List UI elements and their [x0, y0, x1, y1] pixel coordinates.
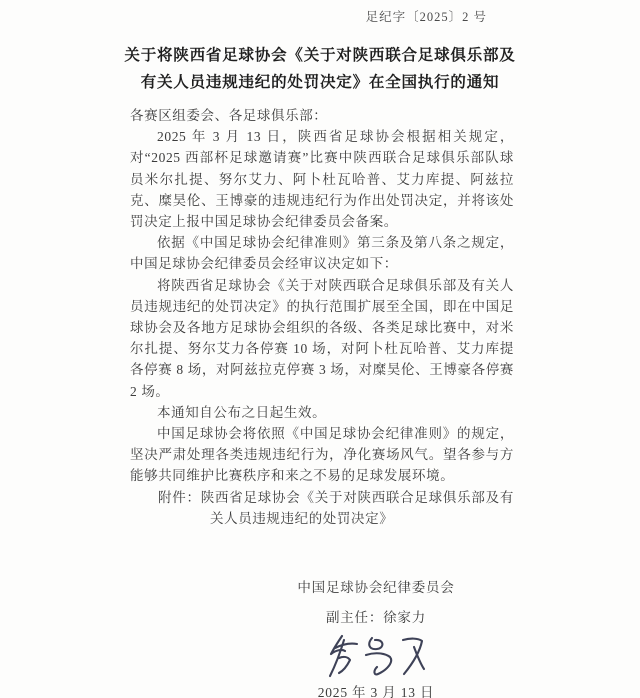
- signer-title: 副主任：徐家力: [325, 610, 427, 625]
- document-number: 足纪字〔2025〕2 号: [365, 10, 487, 24]
- body-paragraph: 本通知自公布之日起生效。: [157, 404, 327, 420]
- signature-image: [256, 628, 496, 680]
- body-paragraph: 中国足球协会将依照《中国足球协会纪律准则》的规定，坚决严肃处理各类违规违纪行为，净化赛场风气。望各参与方能够共同维护比赛秩序和来之不易的足球发展环境。: [130, 426, 514, 484]
- salutation: 各赛区组委会、各足球俱乐部：: [130, 108, 328, 123]
- body-paragraph: 依据《中国足球协会纪律准则》第三条及第八条之规定，中国足球协会纪律委员会经审议决定如下：: [130, 235, 514, 272]
- attachment-label: 附件：: [158, 489, 201, 505]
- document-body: [130, 105, 514, 529]
- attachment-line: [130, 487, 514, 529]
- body-paragraph: 将陕西省足球协会《关于对陕西联合足球俱乐部及有关人员违规违纪的处罚决定》的执行范围扩展至全国，即在中国足球协会及各地方足球协会组织的各级、各类足球比赛中，对米尔扎提、努尔艾力各停赛 10 场，对阿卜杜瓦哈普、艾力库提各停赛 8 场，对阿兹拉克停赛 3 场，对糜昊伦、王博豪各停赛 2 场。: [130, 277, 514, 399]
- document-title-line2: 有关人员违规违纪的处罚决定》在全国执行的通知: [140, 74, 500, 91]
- issuing-organization: 中国足球协会纪律委员会: [297, 580, 455, 595]
- document-title-line1: 关于将陕西省足球协会《关于对陕西联合足球俱乐部及: [124, 47, 516, 64]
- document-title: [0, 42, 640, 96]
- attachment-text: 陕西省足球协会《关于对陕西联合足球俱乐部及有关人员违规违纪的处罚决定》: [200, 489, 514, 526]
- document-date: 2025 年 3 月 13 日: [317, 685, 435, 698]
- body-paragraph: 2025 年 3 月 13 日，陕西省足球协会根据相关规定，对“2025 西部杯足球邀请赛”比赛中陕西联合足球俱乐部队球员米尔扎提、努尔艾力、阿卜杜瓦哈普、艾力库提、阿兹拉克、糜昊伦、王博豪的违规违纪行为作出处罚决定，并将该处罚决定上报中国足球协会纪律委员会备案。: [130, 129, 514, 230]
- signoff-block: [256, 576, 496, 698]
